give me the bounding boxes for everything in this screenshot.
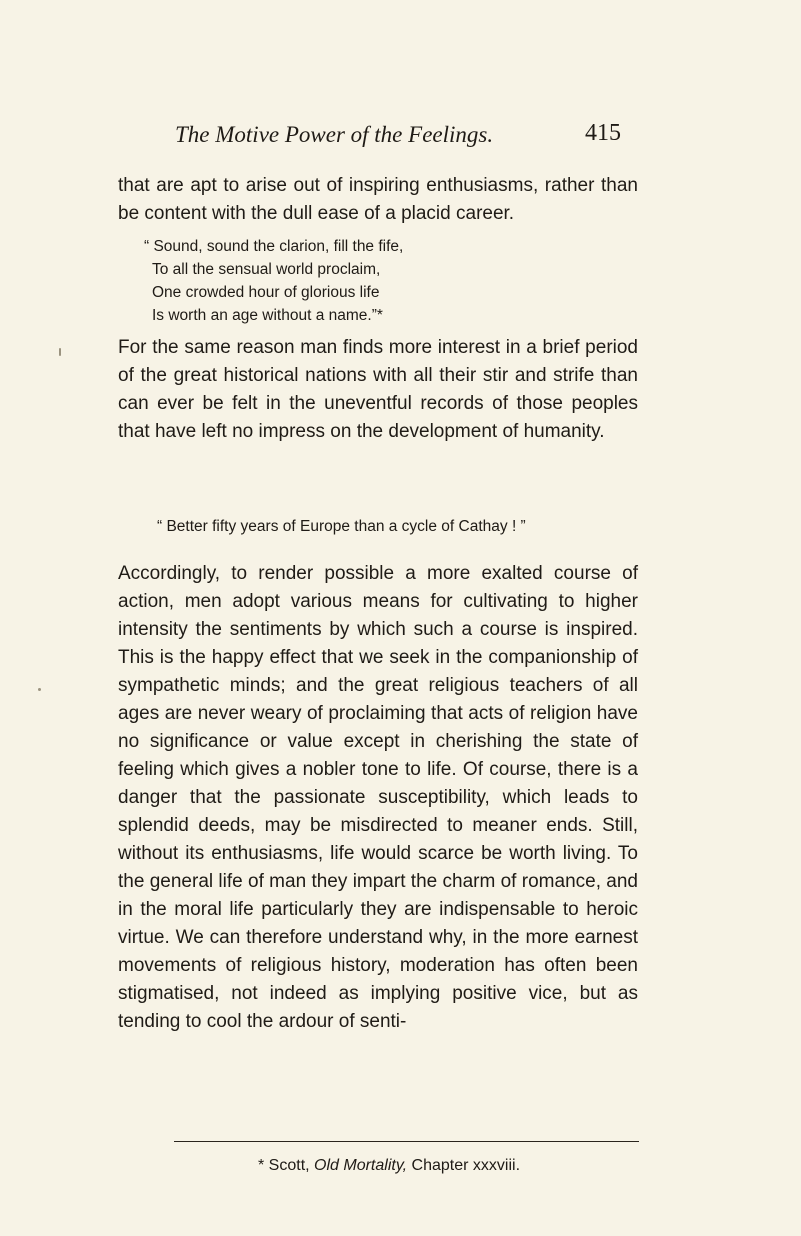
poem-line-4: Is worth an age without a name.”* — [152, 307, 383, 324]
paper-speck — [59, 348, 61, 356]
paper-speck — [38, 688, 41, 691]
footnote-title: Old Mortality, — [314, 1157, 408, 1174]
poem-quotation — [118, 235, 638, 327]
paragraph-intro: that are apt to arise out of inspiring enthusiasms, rather than be content with the dull ease of a placid career. — [118, 175, 638, 224]
poem-line-1: “ Sound, sound the clarion, fill the fife, — [144, 238, 404, 255]
footnote-marker: * Scott, — [258, 1157, 310, 1174]
poem-line-2: To all the sensual world proclaim, — [152, 261, 381, 278]
footnote-rule — [174, 1141, 639, 1142]
paragraph-third: Accordingly, to render possible a more exalted course of action, men adopt various means for cultivating to higher intensity the sentiments by which such a course is inspired. This is the happy effect that we seek in the companionship of sympathetic minds; and the great religious teachers of all ages are never weary of proclaiming that acts of religion have no significance or value except in cherishing the state of feeling which gives a nobler tone to life. Of course, there is a danger that the passionate susceptibility, which leads to splendid deeds, may be misdirected to meaner ends. Still, without its enthusiasms, life would scarce be worth living. To the general life of man they impart the charm of romance, and in the moral life particularly they are indispensable to heroic virtue. We can therefore understand why, in the more earnest movements of religious history, moderation has often been stigmatised, not indeed as implying positive vice, but as tending to cool the ardour of senti- — [118, 563, 638, 1032]
cathay-quotation: “ Better fifty years of Europe than a cycle of Cathay ! ” — [157, 518, 526, 535]
footnote-rest: Chapter xxxviii. — [411, 1157, 521, 1174]
poem-line-3: One crowded hour of glorious life — [152, 284, 380, 301]
paragraph-second: For the same reason man finds more interest in a brief period of the great historical nations with all their stir and strife than can ever be felt in the uneventful records of those peoples that have left no impress on the development of humanity. — [118, 337, 638, 442]
page-number: 415 — [585, 120, 621, 146]
footnote — [258, 1155, 520, 1177]
running-title: The Motive Power of the Feelings. — [175, 122, 494, 147]
